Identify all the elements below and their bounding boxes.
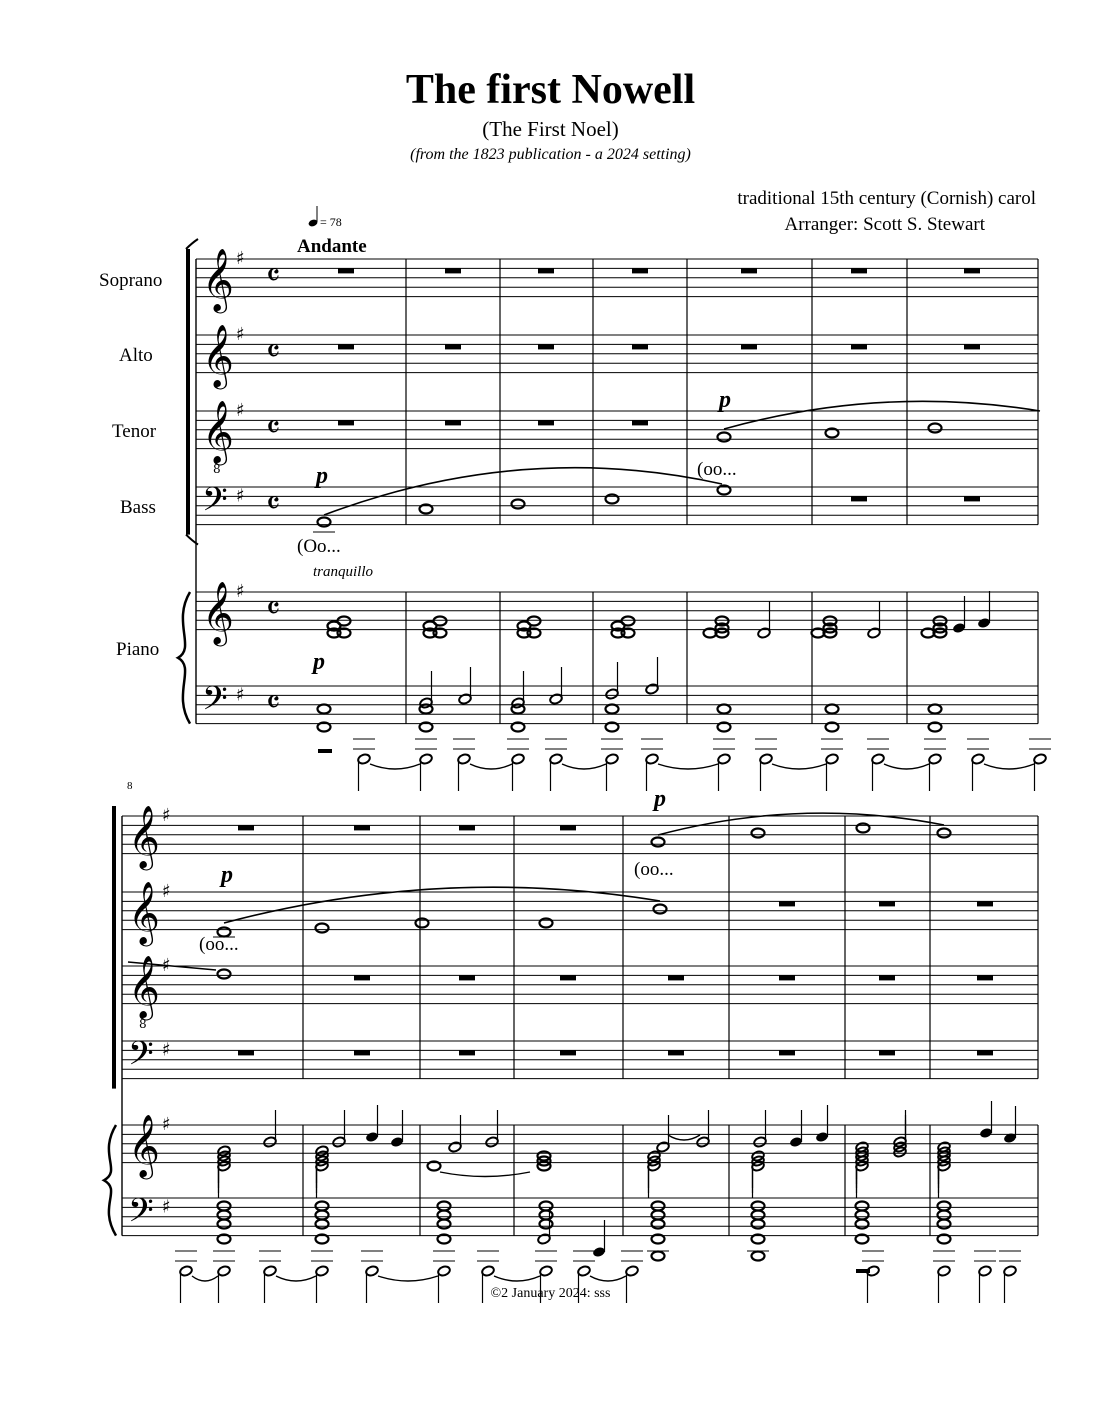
key-sharp-icon: ♯ [236, 684, 245, 706]
treble-clef-icon: 𝄞 [202, 400, 234, 463]
whole-rest [879, 975, 895, 980]
expression-tranquillo: tranquillo [313, 564, 374, 580]
whole-rest [538, 268, 554, 273]
whole-note [434, 617, 447, 626]
common-time-icon: 𝄴 [266, 683, 281, 721]
key-sharp-icon: ♯ [236, 581, 245, 602]
tie [772, 764, 826, 769]
whole-note [718, 705, 731, 714]
copyright-notice: ©2 January 2024: sss [490, 1286, 611, 1301]
treble-clef-icon: 𝄞 [128, 1114, 160, 1177]
tie [192, 1276, 218, 1281]
score-subtitle: (The First Noel) [482, 117, 619, 141]
source-note: (from the 1823 publication - a 2024 setting) [410, 146, 691, 163]
part-label-soprano: Soprano [99, 270, 163, 291]
whole-rest [338, 268, 354, 273]
whole-note [316, 1220, 329, 1229]
whole-note [218, 1202, 231, 1211]
whole-rest [354, 1050, 370, 1055]
whole-note [938, 829, 951, 838]
lyric-bass: (Oo... [297, 536, 341, 557]
key-sharp-icon: ♯ [162, 805, 171, 826]
whole-rest [977, 975, 993, 980]
whole-rest [779, 901, 795, 906]
whole-note [606, 705, 619, 714]
lyric-soprano: (oo... [634, 859, 674, 880]
whole-note [857, 824, 870, 833]
key-sharp-icon: ♯ [236, 248, 245, 269]
whole-rest [851, 496, 867, 501]
whole-note [929, 705, 942, 714]
whole-note [718, 433, 731, 442]
dynamic-piano: p [313, 649, 325, 675]
tie [590, 1276, 626, 1281]
measure-number: 8 [127, 780, 133, 792]
lyric-alto: (oo... [199, 934, 239, 955]
tie [562, 764, 606, 769]
whole-rest [851, 344, 867, 349]
whole-rest [741, 344, 757, 349]
octave-8-icon: 8 [213, 462, 221, 476]
choir-bracket [186, 249, 190, 535]
tempo-marking: Andante [297, 236, 367, 257]
part-label-tenor: Tenor [112, 421, 157, 442]
whole-note [929, 424, 942, 433]
whole-note [654, 905, 667, 914]
whole-note [218, 1211, 231, 1220]
composer-credit: traditional 15th century (Cornish) carol [737, 188, 1036, 209]
whole-note [540, 1202, 553, 1211]
key-sharp-icon: ♯ [236, 324, 245, 345]
common-time-icon: 𝄴 [266, 484, 281, 522]
arranger-credit: Arranger: Scott S. Stewart [784, 214, 985, 235]
piano-brace [178, 592, 190, 724]
tie [984, 764, 1034, 769]
whole-note [652, 1220, 665, 1229]
staff-lines [104, 239, 1038, 1236]
piano-brace [104, 1125, 116, 1236]
whole-rest [238, 1050, 254, 1055]
tie [494, 1276, 540, 1281]
bass-clef-icon: 𝄢 [202, 680, 228, 726]
treble-clef-icon: 𝄞 [202, 248, 234, 311]
whole-rest [445, 268, 461, 273]
whole-rest [779, 1050, 795, 1055]
key-sharp-icon: ♯ [236, 400, 245, 421]
whole-note [938, 1220, 951, 1229]
common-time-icon: 𝄴 [266, 256, 281, 294]
whole-note [318, 518, 331, 527]
whole-rest [741, 268, 757, 273]
whole-note [512, 500, 525, 509]
half-rest [856, 1269, 870, 1273]
octave-8-icon: 8 [139, 1017, 147, 1031]
whole-note [318, 705, 331, 714]
key-sharp-icon: ♯ [162, 881, 171, 902]
whole-rest [668, 1050, 684, 1055]
notation [128, 248, 1051, 1303]
key-sharp-icon: ♯ [162, 955, 171, 976]
common-time-icon: 𝄴 [266, 589, 281, 627]
whole-note [438, 1220, 451, 1229]
whole-rest [354, 975, 370, 980]
whole-rest [560, 975, 576, 980]
bass-clef-icon: 𝄢 [202, 481, 228, 527]
key-sharp-icon: ♯ [236, 485, 245, 507]
bracket-hook [186, 239, 198, 249]
whole-note [652, 1252, 665, 1261]
whole-rest [851, 268, 867, 273]
whole-rest [964, 268, 980, 273]
whole-note [826, 705, 839, 714]
score-title: The first Nowell [405, 67, 696, 113]
whole-note [622, 617, 635, 626]
whole-note [856, 1220, 869, 1229]
whole-note [652, 1202, 665, 1211]
whole-rest [338, 344, 354, 349]
whole-rest [445, 344, 461, 349]
whole-note [752, 829, 765, 838]
whole-rest [779, 975, 795, 980]
tie [668, 1135, 700, 1140]
whole-rest [459, 1050, 475, 1055]
whole-note [316, 1211, 329, 1220]
whole-rest [632, 268, 648, 273]
whole-rest [338, 420, 354, 425]
bass-clef-icon: 𝄢 [128, 1035, 154, 1081]
whole-rest [632, 344, 648, 349]
whole-note [652, 838, 665, 847]
whole-note [938, 1211, 951, 1220]
key-sharp-icon: ♯ [162, 1039, 171, 1061]
whole-note [752, 1252, 765, 1261]
whole-note [438, 1211, 451, 1220]
bass-clef-icon: 𝄢 [128, 1192, 154, 1238]
whole-rest [238, 825, 254, 830]
whole-note [752, 1202, 765, 1211]
metronome-mark [308, 206, 342, 229]
whole-note [752, 1220, 765, 1229]
tie [470, 764, 512, 769]
whole-note [540, 1220, 553, 1229]
part-label-piano: Piano [116, 639, 160, 660]
whole-rest [560, 1050, 576, 1055]
whole-rest [459, 975, 475, 980]
tie [440, 1172, 530, 1177]
tie [658, 764, 718, 769]
whole-note [652, 1211, 665, 1220]
whole-rest [879, 1050, 895, 1055]
whole-note [938, 1202, 951, 1211]
whole-note [540, 1211, 553, 1220]
choir-bracket [112, 806, 116, 1089]
whole-note [338, 617, 351, 626]
common-time-icon: 𝄴 [266, 332, 281, 370]
common-time-icon: 𝄴 [266, 408, 281, 446]
whole-note [856, 1202, 869, 1211]
whole-rest [538, 420, 554, 425]
half-rest [318, 749, 332, 753]
lyric-tenor: (oo... [697, 459, 737, 480]
part-label-alto: Alto [119, 345, 153, 366]
dynamic-soprano: p [654, 786, 666, 812]
whole-note [316, 924, 329, 933]
whole-rest [445, 420, 461, 425]
tie [276, 1276, 316, 1281]
treble-clef-icon: 𝄞 [128, 955, 160, 1018]
whole-note [438, 1202, 451, 1211]
key-sharp-icon: ♯ [162, 1114, 171, 1135]
whole-rest [668, 975, 684, 980]
whole-rest [354, 825, 370, 830]
dynamic-bass: p [316, 463, 328, 489]
treble-clef-icon: 𝄞 [128, 881, 160, 944]
treble-clef-icon: 𝄞 [128, 805, 160, 868]
tie [884, 764, 929, 769]
whole-note [218, 970, 231, 979]
metronome-value: = 78 [320, 215, 342, 229]
whole-note [752, 1211, 765, 1220]
treble-clef-icon: 𝄞 [202, 324, 234, 387]
dynamic-alto: p [221, 862, 233, 888]
whole-rest [459, 825, 475, 830]
whole-note [218, 1220, 231, 1229]
whole-rest [964, 344, 980, 349]
whole-rest [977, 1050, 993, 1055]
tie [378, 1276, 438, 1281]
dynamic-tenor: p [719, 387, 731, 413]
tie [370, 764, 420, 769]
whole-rest [538, 344, 554, 349]
key-sharp-icon: ♯ [162, 1196, 171, 1218]
whole-rest [977, 901, 993, 906]
whole-rest [560, 825, 576, 830]
whole-rest [879, 901, 895, 906]
part-label-bass: Bass [120, 497, 156, 518]
whole-rest [632, 420, 648, 425]
whole-rest [964, 496, 980, 501]
slur [224, 887, 660, 923]
slur [724, 401, 1040, 429]
whole-note [606, 495, 619, 504]
whole-note [528, 617, 541, 626]
whole-note [856, 1211, 869, 1220]
whole-note [316, 1202, 329, 1211]
treble-clef-icon: 𝄞 [202, 581, 234, 644]
